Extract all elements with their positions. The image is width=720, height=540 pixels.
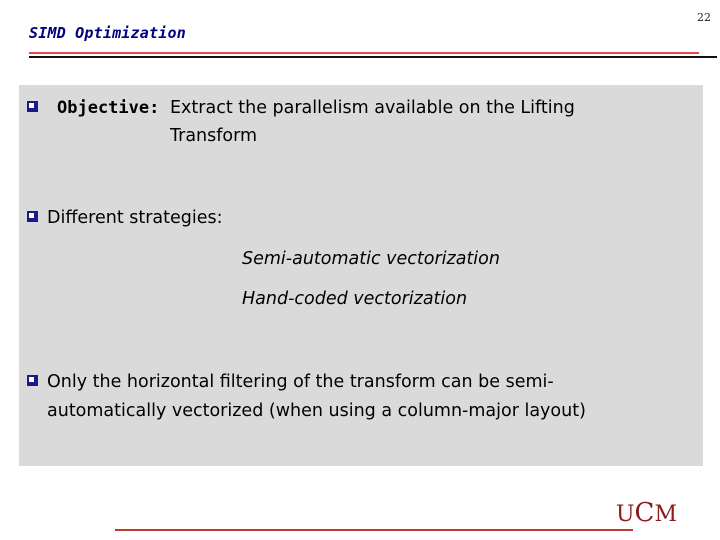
horizontal-text-line2: automatically vectorized (when using a column-major layout)	[47, 401, 586, 421]
footer-rule	[115, 529, 633, 531]
strategy-item-hand-coded: Hand-coded vectorization	[242, 289, 468, 309]
objective-text-line2: Transform	[170, 126, 258, 146]
strategy-item-semi-automatic: Semi-automatic vectorization	[242, 249, 500, 269]
square-bullet-icon	[27, 211, 38, 222]
objective-label: Objective:	[57, 98, 160, 118]
square-bullet-icon	[27, 375, 38, 386]
slide-title: SIMD Optimization	[29, 24, 186, 42]
square-bullet-icon	[27, 101, 38, 112]
title-underline-red	[29, 52, 699, 54]
page-number: 22	[697, 11, 711, 24]
title-underline-black	[29, 56, 717, 58]
horizontal-text-line1: Only the horizontal filtering of the transform can be semi-	[47, 372, 554, 392]
strategies-text: Different strategies:	[47, 208, 223, 228]
objective-text-line1: Extract the parallelism available on the Lifting	[170, 98, 575, 118]
ucm-logo: UCM	[616, 498, 677, 528]
